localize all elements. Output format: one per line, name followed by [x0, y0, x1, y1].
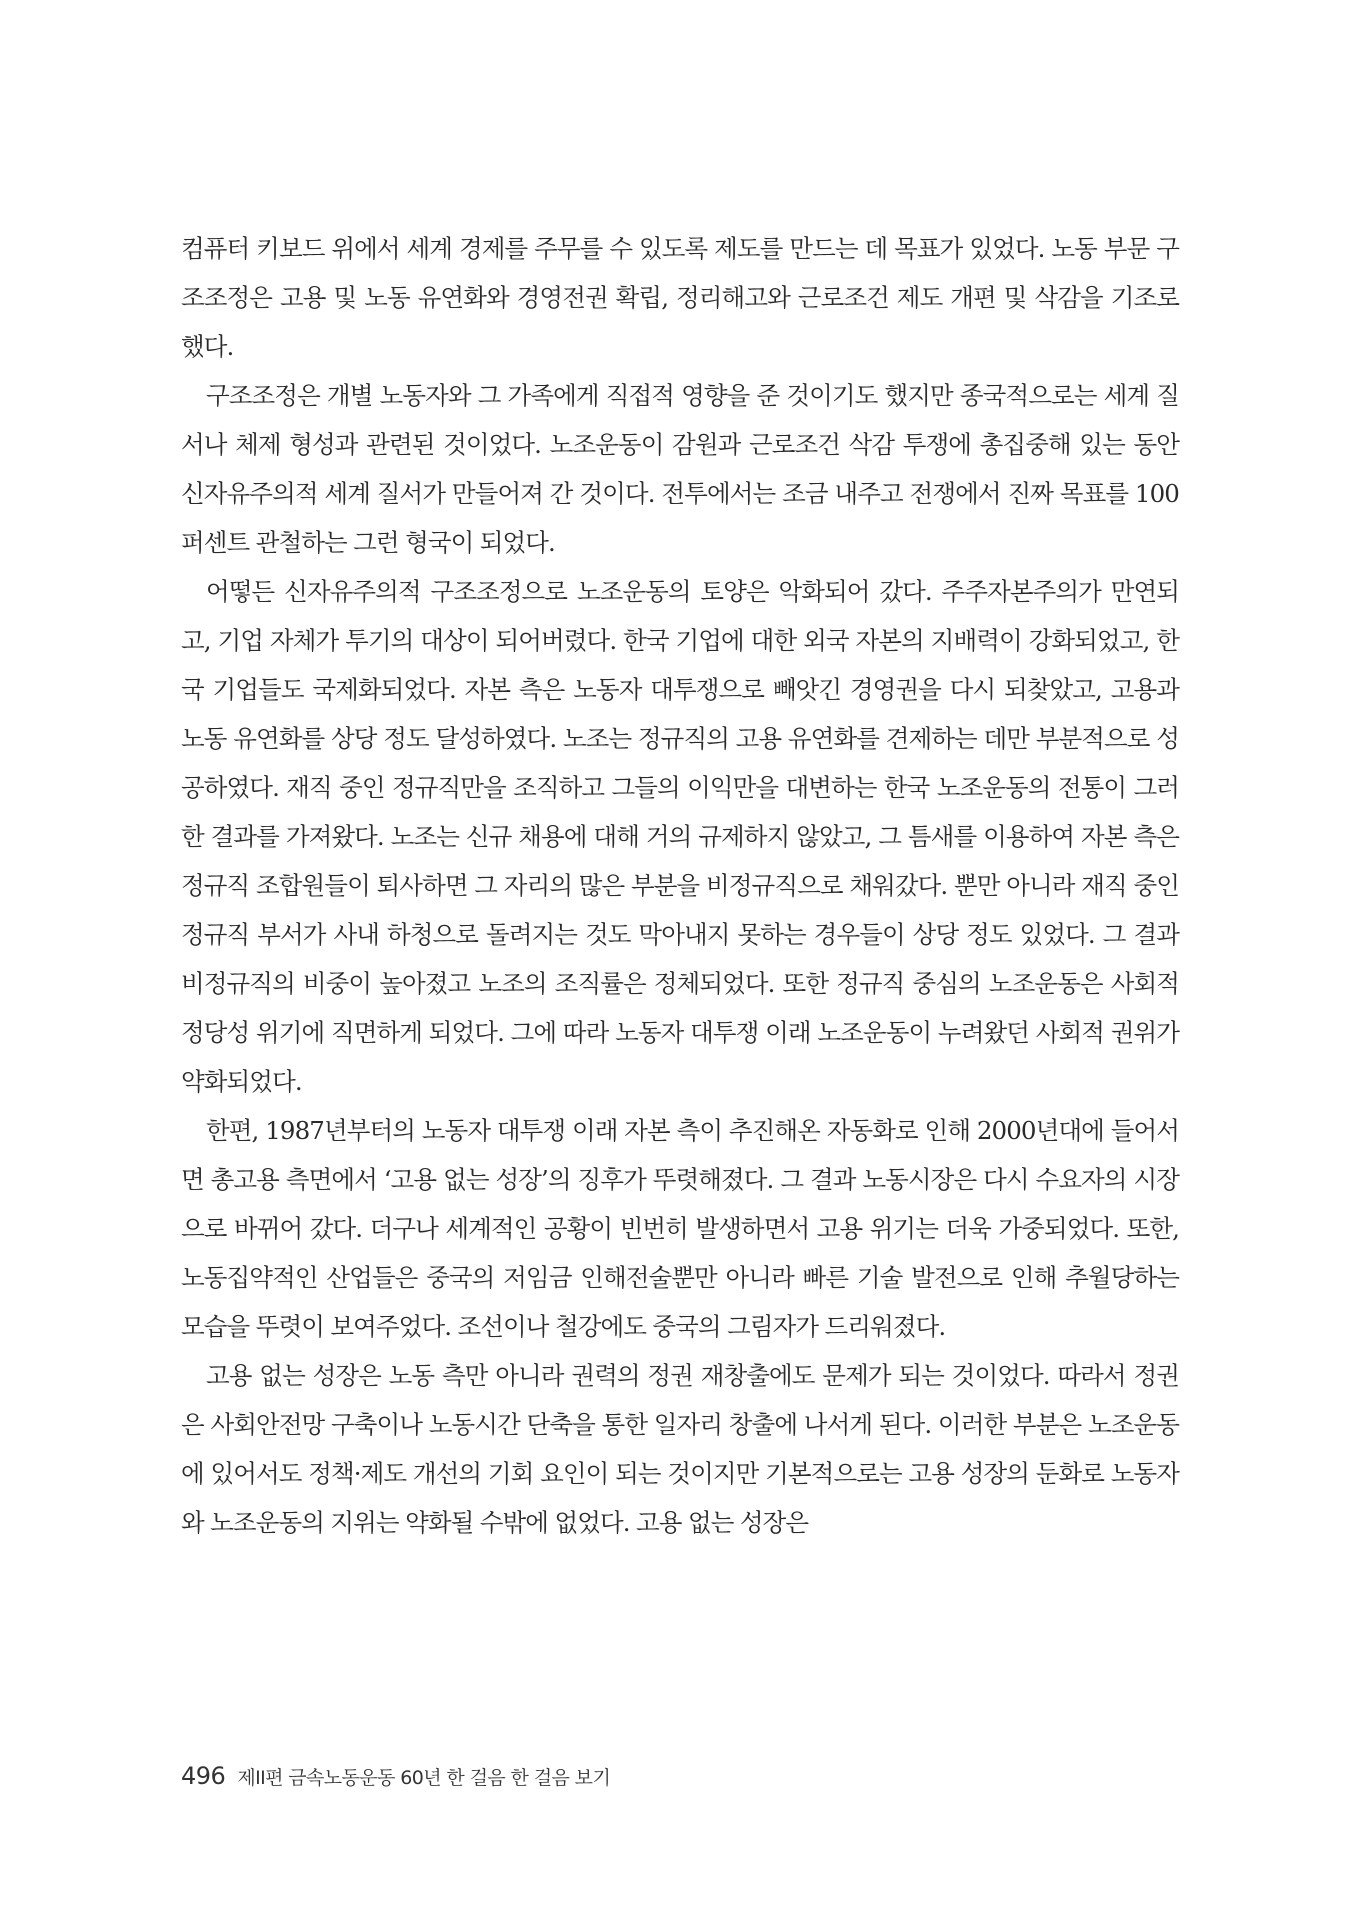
paragraph-5: 고용 없는 성장은 노동 측만 아니라 권력의 정권 재창출에도 문제가 되는 것이었다. 따라서 정권은 사회안전망 구축이나 노동시간 단축을 통한 일자리 창출에 나서게 된다. 이러한 부분은 노조운동에 있어서도 정책·제도 개선의 기회 요인이 되는 것이지만 기본적으로는 고용 성장의 둔화로 노동자와 노조운동의 지위는 약화될 수밖에 없었다. 고용 없는 성장은 [181, 1361, 1179, 1537]
page-footer [181, 1762, 610, 1802]
paragraph-3: 어떻든 신자유주의적 구조조정으로 노조운동의 토양은 악화되어 갔다. 주주자본주의가 만연되고, 기업 자체가 투기의 대상이 되어버렸다. 한국 기업에 대한 외국 자본의 지배력이 강화되었고, 한국 기업들도 국제화되었다. 자본 측은 노동자 대투쟁으로 빼앗긴 경영권을 다시 되찾았고, 고용과 노동 유연화를 상당 정도 달성하였다. 노조는 정규직의 고용 유연화를 견제하는 데만 부분적으로 성공하였다. 재직 중인 정규직만을 조직하고 그들의 이익만을 대변하는 한국 노조운동의 전통이 그러한 결과를 가져왔다. 노조는 신규 채용에 대해 거의 규제하지 않았고, 그 틈새를 이용하여 자본 측은 정규직 조합원들이 퇴사하면 그 자리의 많은 부분을 비정규직으로 채워갔다. 뿐만 아니라 재직 중인 정규직 부서가 사내 하청으로 돌려지는 것도 막아내지 못하는 경우들이 상당 정도 있었다. 그 결과 비정규직의 비중이 높아졌고 노조의 조직률은 정체되었다. 또한 정규직 중심의 노조운동은 사회적 정당성 위기에 직면하게 되었다. 그에 따라 노동자 대투쟁 이래 노조운동이 누려왔던 사회적 권위가 약화되었다. [181, 577, 1179, 1096]
paragraph-1: 컴퓨터 키보드 위에서 세계 경제를 주무를 수 있도록 제도를 만드는 데 목표가 있었다. 노동 부문 구조조정은 고용 및 노동 유연화와 경영전권 확립, 정리해고와 근로조건 제도 개편 및 삭감을 기조로 했다. [181, 234, 1179, 361]
body-text [181, 224, 1179, 1547]
paragraph-4: 한편, 1987년부터의 노동자 대투쟁 이래 자본 측이 추진해온 자동화로 인해 2000년대에 들어서면 총고용 측면에서 ‘고용 없는 성장’의 징후가 뚜렷해졌다. 그 결과 노동시장은 다시 수요자의 시장으로 바뀌어 갔다. 더구나 세계적인 공황이 빈번히 발생하면서 고용 위기는 더욱 가중되었다. 또한, 노동집약적인 산업들은 중국의 저임금 인해전술뿐만 아니라 빠른 기술 발전으로 인해 추월당하는 모습을 뚜렷이 보여주었다. 조선이나 철강에도 중국의 그림자가 드리워졌다. [181, 1116, 1179, 1341]
paragraph-2: 구조조정은 개별 노동자와 그 가족에게 직접적 영향을 준 것이기도 했지만 종국적으로는 세계 질서나 체제 형성과 관련된 것이었다. 노조운동이 감원과 근로조건 삭감 투쟁에 총집중해 있는 동안 신자유주의적 세계 질서가 만들어져 간 것이다. 전투에서는 조금 내주고 전쟁에서 진짜 목표를 100퍼센트 관철하는 그런 형국이 되었다. [181, 381, 1179, 557]
running-title: 제II편 금속노동운동 60년 한 걸음 한 걸음 보기 [237, 1767, 611, 1789]
page-number: 496 [181, 1762, 226, 1790]
